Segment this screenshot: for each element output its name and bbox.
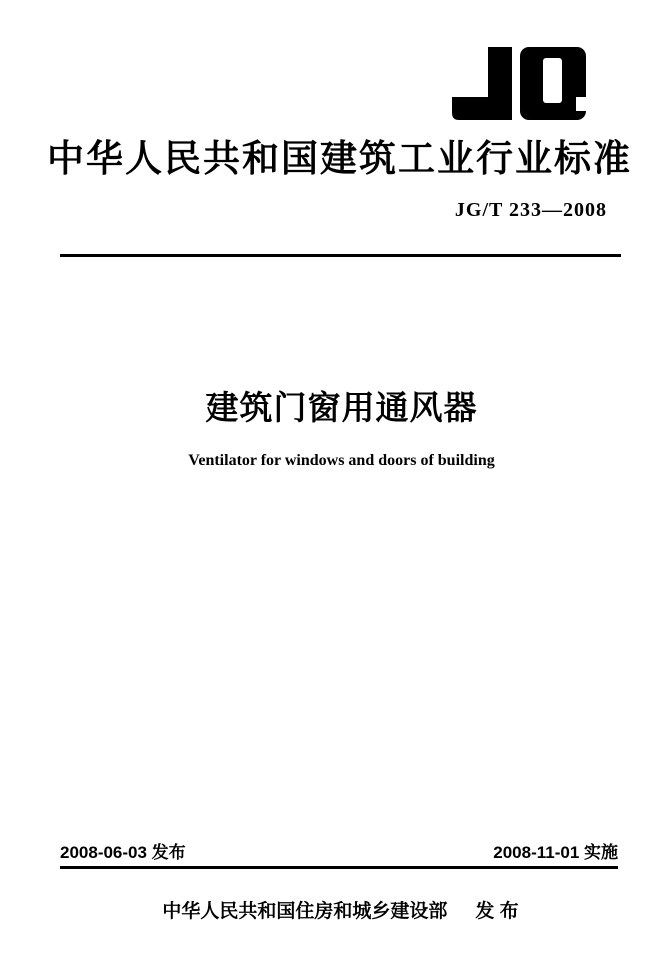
top-divider-line bbox=[60, 254, 621, 257]
issue-date: 2008-06-03 发布 bbox=[60, 843, 186, 862]
publish-verb: 发 布 bbox=[475, 901, 519, 922]
document-title-chinese: 建筑门窗用通风器 bbox=[205, 389, 478, 426]
bottom-divider-line bbox=[60, 866, 618, 869]
jg-logo-icon bbox=[452, 47, 586, 120]
dates-row bbox=[60, 843, 618, 863]
document-title-english: Ventilator for windows and doors of building bbox=[188, 452, 495, 469]
publisher-name: 中华人民共和国住房和城乡建设部 bbox=[162, 901, 448, 922]
publisher-row bbox=[0, 900, 669, 924]
standard-number: JG/T 233—2008 bbox=[454, 199, 607, 221]
standard-category-heading: 中华人民共和国建筑工业行业标准 bbox=[47, 138, 632, 179]
jg-logo bbox=[452, 47, 586, 120]
implementation-date: 2008-11-01 实施 bbox=[493, 843, 618, 862]
